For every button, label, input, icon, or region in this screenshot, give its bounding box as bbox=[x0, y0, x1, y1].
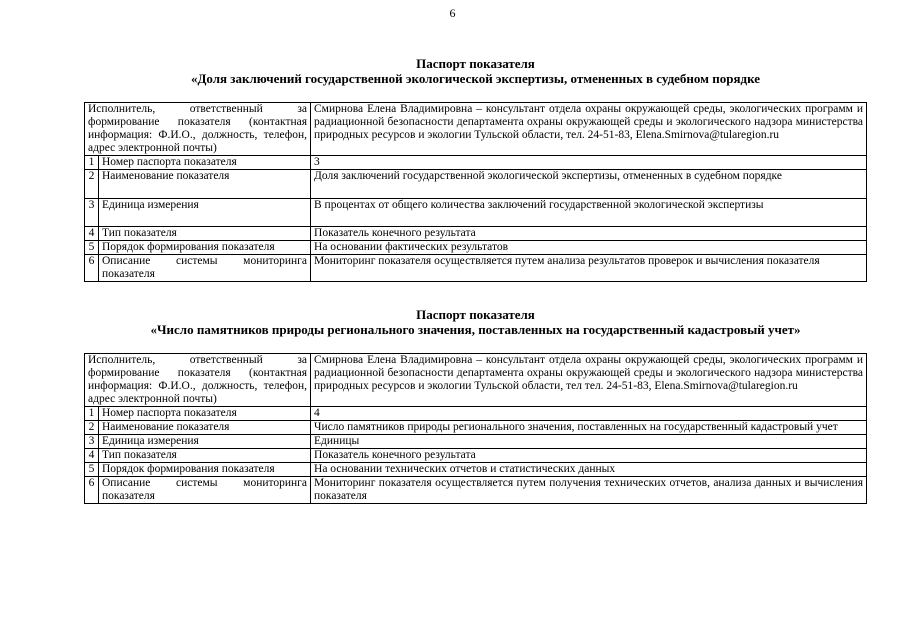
row-value: На основании фактических результатов bbox=[311, 241, 867, 255]
row-label: Номер паспорта показателя bbox=[99, 407, 311, 421]
responsible-label: Исполнитель, ответственный за формирование показателя (контактная информация: Ф.И.О., должность, телефон, адрес электронной почты) bbox=[85, 103, 311, 156]
row-value: Показатель конечного результата bbox=[311, 449, 867, 463]
passport-heading: Паспорт показателя bbox=[416, 56, 535, 71]
row-number: 4 bbox=[85, 227, 99, 241]
passport-table bbox=[84, 102, 867, 282]
row-label: Порядок формирования показателя bbox=[99, 241, 311, 255]
table-row bbox=[85, 227, 867, 241]
responsible-value: Смирнова Елена Владимировна – консультант отдела охраны окружающей среды, экологических программ и радиационной безопасности департамента охраны окружающей среды и экологического надзора министерства природных ресурсов и экологии Тульской области, тел. 24-51-83, Elena.Smirnova@tularegion.ru bbox=[311, 103, 867, 156]
passport-table bbox=[84, 353, 867, 504]
table-row bbox=[85, 170, 867, 199]
row-label: Порядок формирования показателя bbox=[99, 463, 311, 477]
table-row bbox=[85, 241, 867, 255]
row-value: Доля заключений государственной экологической экспертизы, отмененных в судебном порядке bbox=[311, 170, 867, 199]
passport-subtitle: «Число памятников природы регионального значения, поставленных на государственный кадастровый учет» bbox=[150, 322, 801, 337]
row-number: 6 bbox=[85, 255, 99, 282]
row-value: На основании технических отчетов и статистических данных bbox=[311, 463, 867, 477]
row-number: 3 bbox=[85, 199, 99, 227]
page-number: 6 bbox=[449, 6, 456, 20]
responsible-label: Исполнитель, ответственный за формирование показателя (контактная информация: Ф.И.О., должность, телефон, адрес электронной почты) bbox=[85, 354, 311, 407]
table-row bbox=[85, 407, 867, 421]
row-number: 1 bbox=[85, 156, 99, 170]
passport-section-1 bbox=[84, 56, 867, 282]
row-value: В процентах от общего количества заключений государственной экологической экспертизы bbox=[311, 199, 867, 227]
row-number: 5 bbox=[85, 241, 99, 255]
row-value: Показатель конечного результата bbox=[311, 227, 867, 241]
table-row-responsible bbox=[85, 354, 867, 407]
table-row bbox=[85, 477, 867, 504]
row-label: Тип показателя bbox=[99, 449, 311, 463]
row-label: Наименование показателя bbox=[99, 170, 311, 199]
row-number: 2 bbox=[85, 170, 99, 199]
table-row bbox=[85, 255, 867, 282]
responsible-value: Смирнова Елена Владимировна – консультант отдела охраны окружающей среды, экологических программ и радиационной безопасности департамента охраны окружающей среды и экологического надзора министерства природных ресурсов и экологии Тульской области, тел тел. 24-51-83, Elena.Smirnova@tularegion.ru bbox=[311, 354, 867, 407]
table-row bbox=[85, 421, 867, 435]
row-label: Описание системы мониторинга показателя bbox=[99, 255, 311, 282]
row-number: 5 bbox=[85, 463, 99, 477]
row-value: 4 bbox=[311, 407, 867, 421]
row-value: Число памятников природы регионального значения, поставленных на государственный кадастровый учет bbox=[311, 421, 867, 435]
row-number: 3 bbox=[85, 435, 99, 449]
table-row bbox=[85, 449, 867, 463]
table-row bbox=[85, 199, 867, 227]
row-number: 6 bbox=[85, 477, 99, 504]
table-row bbox=[85, 463, 867, 477]
row-value: 3 bbox=[311, 156, 867, 170]
row-value: Мониторинг показателя осуществляется путем получения технических отчетов, анализа данных и вычисления показателя bbox=[311, 477, 867, 504]
row-value: Единицы bbox=[311, 435, 867, 449]
row-label: Единица измерения bbox=[99, 199, 311, 227]
row-label: Наименование показателя bbox=[99, 421, 311, 435]
row-number: 2 bbox=[85, 421, 99, 435]
passport-section-2 bbox=[84, 307, 867, 504]
row-label: Тип показателя bbox=[99, 227, 311, 241]
passport-heading: Паспорт показателя bbox=[416, 307, 535, 322]
passport-subtitle: «Доля заключений государственной экологической экспертизы, отмененных в судебном порядке bbox=[190, 71, 761, 86]
row-label: Единица измерения bbox=[99, 435, 311, 449]
table-row bbox=[85, 435, 867, 449]
table-row bbox=[85, 156, 867, 170]
row-value: Мониторинг показателя осуществляется путем анализа результатов проверок и вычисления показателя bbox=[311, 255, 867, 282]
table-row-responsible bbox=[85, 103, 867, 156]
row-label: Описание системы мониторинга показателя bbox=[99, 477, 311, 504]
row-number: 1 bbox=[85, 407, 99, 421]
row-number: 4 bbox=[85, 449, 99, 463]
row-label: Номер паспорта показателя bbox=[99, 156, 311, 170]
